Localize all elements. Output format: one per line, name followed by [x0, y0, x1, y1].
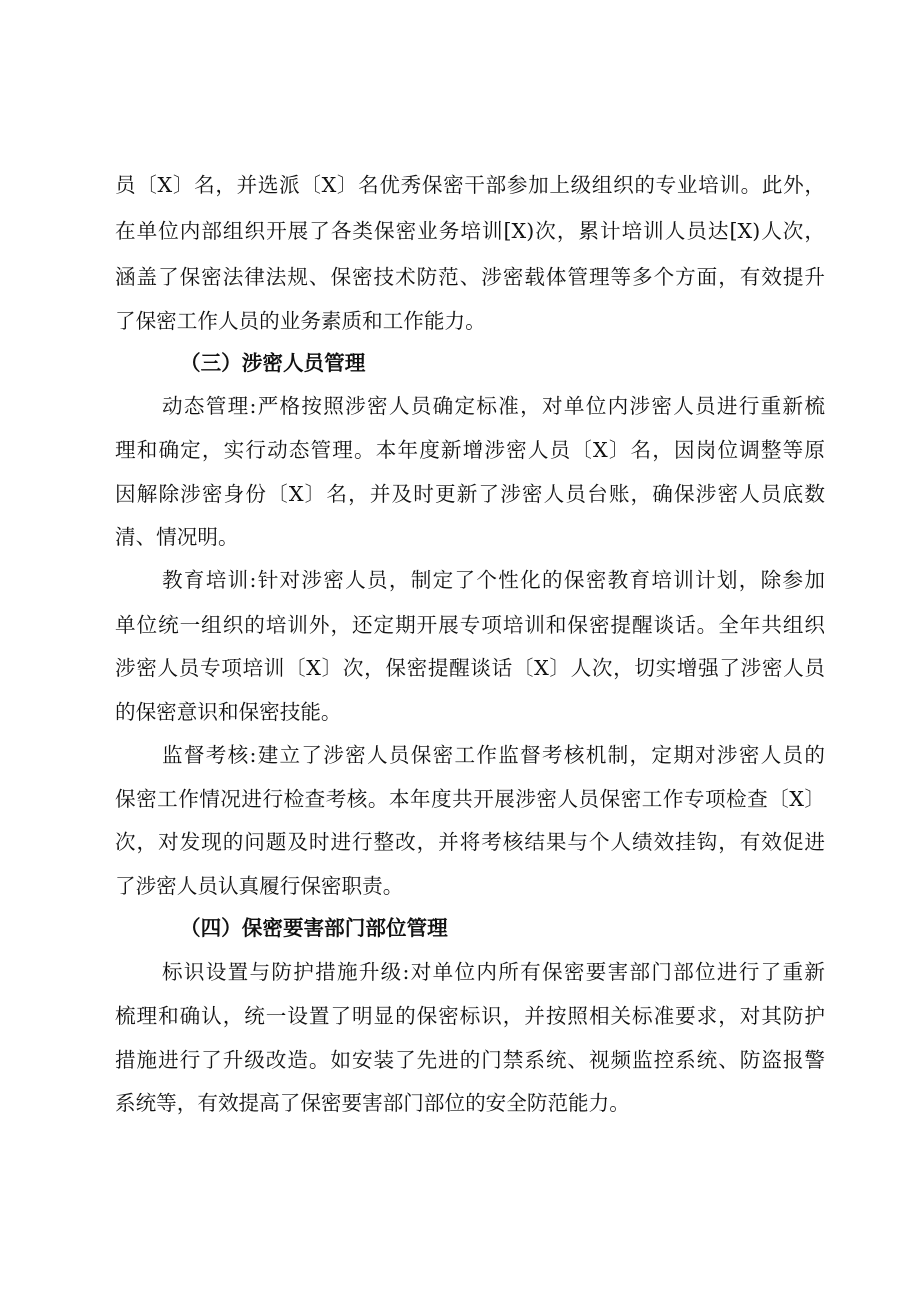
paragraph-line: 措施进行了升级改造。如安装了先进的门禁系统、视频监控系统、防盗报警 — [115, 1048, 825, 1072]
paragraph-line: 了保密工作人员的业务素质和工作能力。 — [115, 309, 486, 333]
paragraph-line: 在单位内部组织开展了各类保密业务培训[X)次，累计培训人员达[X)人次， — [115, 219, 825, 243]
paragraph-line: 的保密意识和保密技能。 — [115, 700, 342, 724]
paragraph-line: 梳理和确认，统一设置了明显的保密标识，并按照相关标准要求，对其防护 — [115, 1004, 825, 1028]
paragraph-line: 教育培训:针对涉密人员，制定了个性化的保密教育培训计划，除参加 — [162, 568, 825, 592]
paragraph-line: 系统等，有效提高了保密要害部门部位的安全防范能力。 — [115, 1091, 630, 1115]
paragraph-line: 涉密人员专项培训〔X〕次，保密提醒谈话〔X〕人次，切实增强了涉密人员 — [115, 656, 825, 680]
paragraph-line: 保密工作情况进行检查考核。本年度共开展涉密人员保密工作专项检查〔X〕 — [115, 787, 825, 811]
paragraph-line: 清、情况明。 — [115, 525, 239, 549]
paragraph-line: 次，对发现的问题及时进行整改，并将考核结果与个人绩效挂钩，有效促进 — [115, 830, 825, 854]
paragraph-line: 理和确定，实行动态管理。本年度新增涉密人员〔X〕名，因岗位调整等原 — [115, 438, 825, 462]
paragraph-line: 监督考核:建立了涉密人员保密工作监督考核机制，定期对涉密人员的 — [162, 743, 825, 767]
paragraph-line: 单位统一组织的培训外，还定期开展专项培训和保密提醒谈话。全年共组织 — [115, 613, 825, 637]
paragraph-line: 因解除涉密身份〔X〕名，并及时更新了涉密人员台账，确保涉密人员底数 — [115, 482, 825, 506]
paragraph-line: 涵盖了保密法律法规、保密技术防范、涉密载体管理等多个方面，有效提升 — [115, 265, 825, 289]
paragraph-line: 动态管理:严格按照涉密人员确定标准，对单位内涉密人员进行重新梳 — [162, 394, 825, 418]
paragraph-line: 标识设置与防护措施升级:对单位内所有保密要害部门部位进行了重新 — [162, 960, 825, 984]
section-heading: （三）涉密人员管理 — [180, 351, 366, 375]
section-heading: （四）保密要害部门部位管理 — [180, 916, 448, 940]
paragraph-line: 了涉密人员认真履行保密职责。 — [115, 874, 404, 898]
paragraph-line: 员〔X〕名，并选派〔X〕名优秀保密干部参加上级组织的专业培训。此外， — [115, 173, 825, 197]
